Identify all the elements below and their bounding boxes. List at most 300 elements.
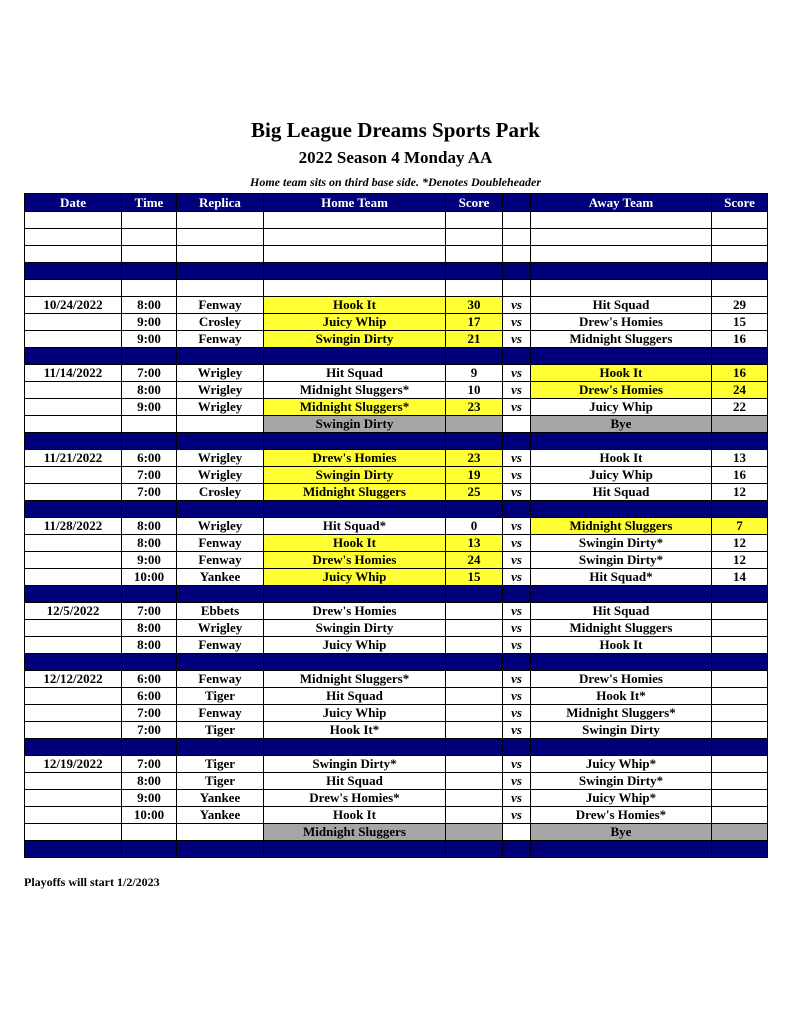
away-score-cell: 7 (712, 518, 768, 535)
replica-cell: Wrigley (177, 382, 264, 399)
replica-cell: Wrigley (177, 450, 264, 467)
away-team-cell: Midnight Sluggers (531, 331, 712, 348)
away-team-cell: Swingin Dirty* (531, 773, 712, 790)
separator-cell (122, 586, 177, 603)
date-cell: 12/5/2022 (25, 603, 122, 620)
col-home-team: Home Team (264, 194, 446, 212)
date-cell (25, 382, 122, 399)
vs-cell: vs (503, 705, 531, 722)
week-separator (25, 433, 768, 450)
away-team-cell: Swingin Dirty* (531, 535, 712, 552)
game-row (25, 620, 768, 637)
separator-cell (264, 841, 446, 858)
date-cell (25, 552, 122, 569)
date-cell: 12/12/2022 (25, 671, 122, 688)
home-score-cell: 23 (446, 399, 503, 416)
blank-row (25, 229, 768, 246)
vs-cell: vs (503, 382, 531, 399)
time-cell: 9:00 (122, 399, 177, 416)
time-cell: 6:00 (122, 671, 177, 688)
vs-cell: vs (503, 620, 531, 637)
time-cell: 7:00 (122, 365, 177, 382)
separator-cell (531, 501, 712, 518)
game-row (25, 807, 768, 824)
separator-cell (25, 348, 122, 365)
blank-cell (122, 280, 177, 297)
bye-label: Bye (531, 416, 712, 433)
date-cell: 11/14/2022 (25, 365, 122, 382)
vs-cell: vs (503, 331, 531, 348)
replica-cell: Fenway (177, 535, 264, 552)
separator-cell (531, 841, 712, 858)
separator-cell (122, 501, 177, 518)
away-score-cell: 29 (712, 297, 768, 314)
blank-cell (531, 229, 712, 246)
blank-cell (503, 280, 531, 297)
away-team-cell: Hit Squad (531, 484, 712, 501)
blank-cell (446, 246, 503, 263)
date-cell: 12/19/2022 (25, 756, 122, 773)
page-title: Big League Dreams Sports Park (251, 118, 540, 142)
away-score-cell (712, 773, 768, 790)
home-team-cell: Hook It (264, 535, 446, 552)
away-score-cell (712, 722, 768, 739)
separator-cell (264, 501, 446, 518)
home-team-cell: Hit Squad* (264, 518, 446, 535)
separator-cell (503, 501, 531, 518)
time-cell: 7:00 (122, 705, 177, 722)
time-cell: 9:00 (122, 314, 177, 331)
home-score-cell (446, 773, 503, 790)
game-row (25, 552, 768, 569)
home-team-cell: Juicy Whip (264, 705, 446, 722)
vs-cell: vs (503, 569, 531, 586)
vs-cell: vs (503, 671, 531, 688)
time-cell: 9:00 (122, 331, 177, 348)
col-away-score: Score (712, 194, 768, 212)
blank-cell (503, 229, 531, 246)
separator-cell (503, 263, 531, 280)
home-team-cell: Hook It (264, 297, 446, 314)
home-team-cell: Swingin Dirty* (264, 756, 446, 773)
replica-cell: Wrigley (177, 365, 264, 382)
separator-cell (122, 654, 177, 671)
home-score-cell (446, 603, 503, 620)
time-cell: 7:00 (122, 484, 177, 501)
separator-cell (25, 433, 122, 450)
replica-cell: Yankee (177, 569, 264, 586)
blank-row (25, 212, 768, 229)
home-team-cell: Hook It* (264, 722, 446, 739)
home-score-cell: 19 (446, 467, 503, 484)
time-cell: 8:00 (122, 535, 177, 552)
blank-cell (25, 280, 122, 297)
separator-cell (712, 654, 768, 671)
date-cell (25, 824, 122, 841)
separator-cell (712, 433, 768, 450)
time-cell: 10:00 (122, 807, 177, 824)
home-team-cell: Drew's Homies (264, 552, 446, 569)
vs-cell: vs (503, 722, 531, 739)
separator-cell (503, 348, 531, 365)
separator-cell (712, 739, 768, 756)
replica-cell: Tiger (177, 773, 264, 790)
away-team-cell: Hook It (531, 637, 712, 654)
separator-cell (177, 433, 264, 450)
home-score-cell: 10 (446, 382, 503, 399)
away-score-cell: 24 (712, 382, 768, 399)
replica-cell: Crosley (177, 484, 264, 501)
home-score-cell (446, 671, 503, 688)
separator-cell (503, 586, 531, 603)
date-cell (25, 569, 122, 586)
date-cell (25, 688, 122, 705)
home-team-cell: Juicy Whip (264, 569, 446, 586)
date-cell (25, 331, 122, 348)
away-score-cell (712, 620, 768, 637)
time-cell: 9:00 (122, 552, 177, 569)
game-row (25, 535, 768, 552)
week-separator (25, 263, 768, 280)
separator-cell (122, 433, 177, 450)
time-cell: 8:00 (122, 382, 177, 399)
time-cell: 7:00 (122, 467, 177, 484)
time-cell: 8:00 (122, 773, 177, 790)
replica-cell: Crosley (177, 314, 264, 331)
game-row (25, 450, 768, 467)
time-cell: 8:00 (122, 297, 177, 314)
separator-cell (25, 654, 122, 671)
date-cell (25, 705, 122, 722)
home-team-cell: Drew's Homies* (264, 790, 446, 807)
game-row (25, 671, 768, 688)
time-cell: 9:00 (122, 790, 177, 807)
separator-cell (25, 841, 122, 858)
blank-cell (446, 212, 503, 229)
bye-home-team: Midnight Sluggers (264, 824, 446, 841)
replica-cell: Fenway (177, 297, 264, 314)
home-team-cell: Swingin Dirty (264, 331, 446, 348)
time-cell: 7:00 (122, 756, 177, 773)
home-score-cell (446, 637, 503, 654)
vs-cell: vs (503, 688, 531, 705)
bye-row (25, 416, 768, 433)
away-score-cell (712, 688, 768, 705)
date-cell (25, 314, 122, 331)
date-cell: 11/28/2022 (25, 518, 122, 535)
away-team-cell: Hook It* (531, 688, 712, 705)
blank-cell (264, 246, 446, 263)
blank-cell (712, 229, 768, 246)
away-score-cell: 12 (712, 535, 768, 552)
blank-cell (25, 246, 122, 263)
replica-cell: Wrigley (177, 399, 264, 416)
separator-cell (177, 586, 264, 603)
away-score-cell (712, 824, 768, 841)
separator-cell (177, 654, 264, 671)
home-team-cell: Midnight Sluggers (264, 484, 446, 501)
separator-cell (25, 263, 122, 280)
separator-cell (531, 586, 712, 603)
blank-row (25, 246, 768, 263)
separator-cell (712, 501, 768, 518)
date-cell: 11/21/2022 (25, 450, 122, 467)
home-score-cell: 9 (446, 365, 503, 382)
away-team-cell: Hit Squad* (531, 569, 712, 586)
away-team-cell: Drew's Homies (531, 314, 712, 331)
away-team-cell: Juicy Whip (531, 467, 712, 484)
blank-cell (177, 280, 264, 297)
home-score-cell (446, 688, 503, 705)
blank-cell (264, 229, 446, 246)
separator-cell (712, 348, 768, 365)
away-score-cell: 12 (712, 552, 768, 569)
replica-cell (177, 416, 264, 433)
separator-cell (264, 739, 446, 756)
away-score-cell: 22 (712, 399, 768, 416)
away-score-cell (712, 671, 768, 688)
game-row (25, 756, 768, 773)
week-separator (25, 348, 768, 365)
game-row (25, 467, 768, 484)
replica-cell: Fenway (177, 671, 264, 688)
replica-cell (177, 824, 264, 841)
playoffs-note: Playoffs will start 1/2/2023 (24, 875, 160, 889)
blank-cell (712, 280, 768, 297)
col-away-team: Away Team (531, 194, 712, 212)
bye-label: Bye (531, 824, 712, 841)
separator-cell (177, 501, 264, 518)
home-team-cell: Hook It (264, 807, 446, 824)
date-cell (25, 535, 122, 552)
date-cell (25, 807, 122, 824)
blank-row (25, 280, 768, 297)
replica-cell: Yankee (177, 790, 264, 807)
separator-cell (122, 841, 177, 858)
game-row (25, 637, 768, 654)
blank-cell (177, 229, 264, 246)
separator-cell (122, 263, 177, 280)
home-score-cell (446, 790, 503, 807)
blank-cell (264, 280, 446, 297)
separator-cell (264, 433, 446, 450)
vs-cell: vs (503, 314, 531, 331)
separator-cell (503, 739, 531, 756)
home-score-cell: 25 (446, 484, 503, 501)
blank-cell (25, 212, 122, 229)
home-score-cell (446, 807, 503, 824)
away-score-cell (712, 603, 768, 620)
game-row (25, 297, 768, 314)
home-score-cell: 17 (446, 314, 503, 331)
separator-cell (446, 348, 503, 365)
home-team-cell: Drew's Homies (264, 603, 446, 620)
replica-cell: Wrigley (177, 518, 264, 535)
away-team-cell: Midnight Sluggers (531, 518, 712, 535)
week-separator (25, 501, 768, 518)
blank-cell (25, 229, 122, 246)
bye-home-team: Swingin Dirty (264, 416, 446, 433)
separator-cell (531, 263, 712, 280)
away-team-cell: Swingin Dirty (531, 722, 712, 739)
separator-cell (446, 586, 503, 603)
home-team-cell: Hit Squad (264, 773, 446, 790)
date-cell (25, 416, 122, 433)
away-score-cell: 15 (712, 314, 768, 331)
home-team-cell: Hit Squad (264, 688, 446, 705)
blank-cell (122, 229, 177, 246)
separator-cell (177, 263, 264, 280)
away-score-cell: 13 (712, 450, 768, 467)
game-row (25, 399, 768, 416)
blank-cell (446, 280, 503, 297)
week-separator (25, 841, 768, 858)
replica-cell: Wrigley (177, 620, 264, 637)
home-score-cell: 13 (446, 535, 503, 552)
home-score-cell: 24 (446, 552, 503, 569)
col-vs (503, 194, 531, 212)
vs-cell: vs (503, 365, 531, 382)
col-date: Date (25, 194, 122, 212)
season-subtitle: 2022 Season 4 Monday AA (298, 148, 493, 167)
away-team-cell: Hit Squad (531, 603, 712, 620)
replica-cell: Ebbets (177, 603, 264, 620)
blank-cell (531, 212, 712, 229)
time-cell (122, 824, 177, 841)
vs-cell: vs (503, 756, 531, 773)
separator-cell (531, 739, 712, 756)
separator-cell (25, 586, 122, 603)
separator-cell (264, 586, 446, 603)
away-team-cell: Juicy Whip (531, 399, 712, 416)
separator-cell (531, 348, 712, 365)
separator-cell (446, 263, 503, 280)
replica-cell: Fenway (177, 552, 264, 569)
separator-cell (712, 263, 768, 280)
away-team-cell: Drew's Homies* (531, 807, 712, 824)
separator-cell (264, 263, 446, 280)
home-score-cell: 15 (446, 569, 503, 586)
game-row (25, 705, 768, 722)
vs-cell: vs (503, 773, 531, 790)
away-score-cell: 12 (712, 484, 768, 501)
col-replica: Replica (177, 194, 264, 212)
separator-cell (177, 348, 264, 365)
separator-cell (712, 841, 768, 858)
away-team-cell: Swingin Dirty* (531, 552, 712, 569)
vs-cell: vs (503, 807, 531, 824)
separator-cell (122, 739, 177, 756)
blank-cell (712, 246, 768, 263)
home-score-cell: 21 (446, 331, 503, 348)
game-row (25, 603, 768, 620)
home-team-cell: Midnight Sluggers* (264, 671, 446, 688)
bye-row (25, 824, 768, 841)
away-team-cell: Midnight Sluggers (531, 620, 712, 637)
blank-cell (446, 229, 503, 246)
vs-cell: vs (503, 450, 531, 467)
separator-cell (503, 841, 531, 858)
separator-cell (177, 739, 264, 756)
time-cell (122, 416, 177, 433)
replica-cell: Fenway (177, 331, 264, 348)
separator-cell (25, 739, 122, 756)
home-score-cell (446, 824, 503, 841)
vs-cell: vs (503, 535, 531, 552)
away-score-cell: 16 (712, 467, 768, 484)
week-separator (25, 739, 768, 756)
replica-cell: Tiger (177, 756, 264, 773)
away-score-cell (712, 756, 768, 773)
date-cell (25, 467, 122, 484)
separator-cell (531, 433, 712, 450)
home-team-cell: Swingin Dirty (264, 467, 446, 484)
home-score-cell (446, 416, 503, 433)
week-separator (25, 586, 768, 603)
away-score-cell: 16 (712, 331, 768, 348)
away-team-cell: Juicy Whip* (531, 790, 712, 807)
replica-cell: Yankee (177, 807, 264, 824)
time-cell: 8:00 (122, 620, 177, 637)
vs-cell (503, 824, 531, 841)
game-row (25, 484, 768, 501)
time-cell: 6:00 (122, 688, 177, 705)
separator-cell (25, 501, 122, 518)
vs-cell: vs (503, 399, 531, 416)
away-team-cell: Juicy Whip* (531, 756, 712, 773)
blank-cell (122, 246, 177, 263)
away-score-cell (712, 790, 768, 807)
away-team-cell: Drew's Homies (531, 671, 712, 688)
home-score-cell: 23 (446, 450, 503, 467)
away-score-cell: 16 (712, 365, 768, 382)
home-team-cell: Midnight Sluggers* (264, 399, 446, 416)
replica-cell: Wrigley (177, 467, 264, 484)
time-cell: 6:00 (122, 450, 177, 467)
blank-cell (503, 246, 531, 263)
game-row (25, 569, 768, 586)
col-time: Time (122, 194, 177, 212)
separator-cell (503, 433, 531, 450)
game-row (25, 382, 768, 399)
date-cell (25, 790, 122, 807)
col-home-score: Score (446, 194, 503, 212)
separator-cell (503, 654, 531, 671)
header-row (25, 194, 768, 212)
date-cell: 10/24/2022 (25, 297, 122, 314)
home-score-cell (446, 756, 503, 773)
home-team-cell: Swingin Dirty (264, 620, 446, 637)
away-score-cell: 14 (712, 569, 768, 586)
separator-cell (446, 501, 503, 518)
home-score-cell: 0 (446, 518, 503, 535)
home-team-cell: Juicy Whip (264, 314, 446, 331)
separator-cell (446, 739, 503, 756)
time-cell: 10:00 (122, 569, 177, 586)
schedule-table (24, 193, 768, 858)
game-row (25, 790, 768, 807)
vs-cell: vs (503, 790, 531, 807)
home-score-cell (446, 620, 503, 637)
home-score-cell: 30 (446, 297, 503, 314)
away-score-cell (712, 637, 768, 654)
vs-cell: vs (503, 518, 531, 535)
separator-cell (446, 841, 503, 858)
time-cell: 7:00 (122, 722, 177, 739)
vs-cell: vs (503, 603, 531, 620)
game-row (25, 314, 768, 331)
game-row (25, 365, 768, 382)
